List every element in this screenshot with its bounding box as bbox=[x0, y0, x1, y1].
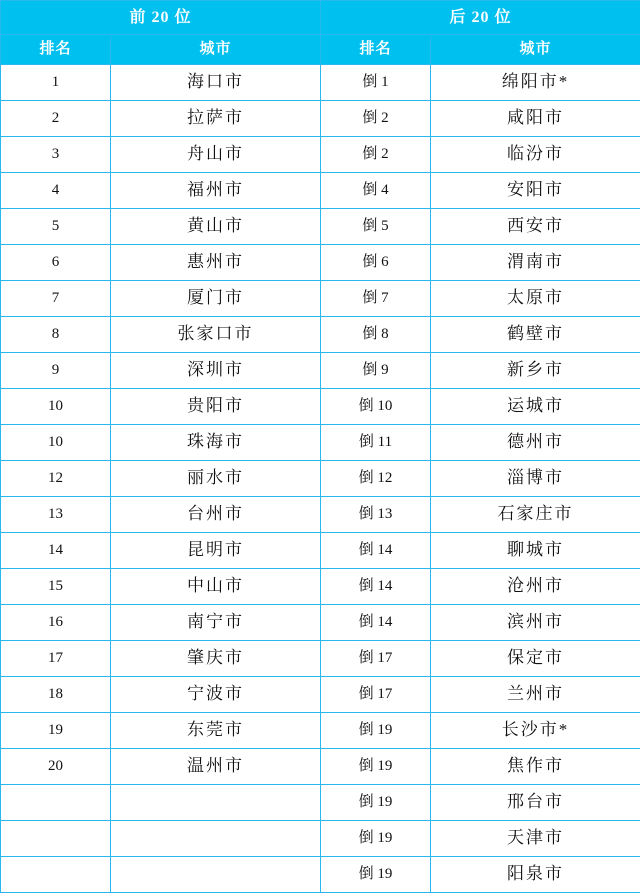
cell-rank-right: 倒 9 bbox=[321, 353, 431, 389]
table-body bbox=[1, 65, 640, 893]
table-row bbox=[1, 569, 640, 605]
cell-city-left: 南宁市 bbox=[111, 605, 321, 641]
cell-city-right: 安阳市 bbox=[431, 173, 640, 209]
cell-rank-left: 8 bbox=[1, 317, 111, 353]
cell-city-left: 珠海市 bbox=[111, 425, 321, 461]
cell-rank-right: 倒 5 bbox=[321, 209, 431, 245]
column-header-city-left: 城市 bbox=[111, 35, 321, 65]
table-row bbox=[1, 389, 640, 425]
table-row bbox=[1, 785, 640, 821]
table-row bbox=[1, 245, 640, 281]
cell-city-left: 舟山市 bbox=[111, 137, 321, 173]
cell-rank-left: 10 bbox=[1, 425, 111, 461]
cell-city-left: 福州市 bbox=[111, 173, 321, 209]
cell-rank-right: 倒 8 bbox=[321, 317, 431, 353]
cell-city-right: 渭南市 bbox=[431, 245, 640, 281]
cell-rank-right: 倒 13 bbox=[321, 497, 431, 533]
cell-city-right: 聊城市 bbox=[431, 533, 640, 569]
cell-rank-right: 倒 11 bbox=[321, 425, 431, 461]
cell-city-right: 石家庄市 bbox=[431, 497, 640, 533]
cell-city-right: 绵阳市* bbox=[431, 65, 640, 101]
cell-rank-left: 17 bbox=[1, 641, 111, 677]
cell-city-left: 温州市 bbox=[111, 749, 321, 785]
cell-rank-left: 2 bbox=[1, 101, 111, 137]
cell-rank-right: 倒 19 bbox=[321, 749, 431, 785]
table-row bbox=[1, 65, 640, 101]
table-row bbox=[1, 605, 640, 641]
cell-rank-right: 倒 14 bbox=[321, 605, 431, 641]
cell-empty bbox=[111, 857, 321, 893]
cell-city-right: 运城市 bbox=[431, 389, 640, 425]
cell-city-right: 天津市 bbox=[431, 821, 640, 857]
cell-empty bbox=[1, 857, 111, 893]
cell-rank-left: 16 bbox=[1, 605, 111, 641]
cell-rank-left: 4 bbox=[1, 173, 111, 209]
table-row bbox=[1, 533, 640, 569]
table-row bbox=[1, 317, 640, 353]
cell-empty bbox=[111, 821, 321, 857]
cell-rank-right: 倒 10 bbox=[321, 389, 431, 425]
cell-city-right: 兰州市 bbox=[431, 677, 640, 713]
cell-rank-right: 倒 4 bbox=[321, 173, 431, 209]
table-header bbox=[1, 1, 640, 65]
cell-rank-right: 倒 6 bbox=[321, 245, 431, 281]
cell-city-right: 焦作市 bbox=[431, 749, 640, 785]
table-row bbox=[1, 101, 640, 137]
cell-city-left: 张家口市 bbox=[111, 317, 321, 353]
cell-city-right: 西安市 bbox=[431, 209, 640, 245]
cell-rank-left: 15 bbox=[1, 569, 111, 605]
cell-rank-left: 3 bbox=[1, 137, 111, 173]
table-row bbox=[1, 749, 640, 785]
cell-city-left: 东莞市 bbox=[111, 713, 321, 749]
cell-rank-right: 倒 1 bbox=[321, 65, 431, 101]
table-row bbox=[1, 821, 640, 857]
cell-rank-right: 倒 19 bbox=[321, 785, 431, 821]
cell-city-left: 丽水市 bbox=[111, 461, 321, 497]
table-row bbox=[1, 857, 640, 893]
cell-city-left: 惠州市 bbox=[111, 245, 321, 281]
cell-rank-right: 倒 7 bbox=[321, 281, 431, 317]
cell-rank-left: 20 bbox=[1, 749, 111, 785]
cell-rank-left: 19 bbox=[1, 713, 111, 749]
cell-city-right: 阳泉市 bbox=[431, 857, 640, 893]
cell-rank-left: 10 bbox=[1, 389, 111, 425]
cell-empty bbox=[1, 821, 111, 857]
cell-city-right: 滨州市 bbox=[431, 605, 640, 641]
group-header-bottom20: 后 20 位 bbox=[321, 1, 640, 35]
cell-city-right: 长沙市* bbox=[431, 713, 640, 749]
cell-rank-left: 6 bbox=[1, 245, 111, 281]
cell-rank-left: 1 bbox=[1, 65, 111, 101]
cell-rank-right: 倒 19 bbox=[321, 821, 431, 857]
cell-city-left: 中山市 bbox=[111, 569, 321, 605]
cell-city-right: 鹤壁市 bbox=[431, 317, 640, 353]
cell-rank-left: 18 bbox=[1, 677, 111, 713]
cell-city-right: 德州市 bbox=[431, 425, 640, 461]
cell-rank-right: 倒 14 bbox=[321, 533, 431, 569]
cell-city-right: 沧州市 bbox=[431, 569, 640, 605]
cell-city-left: 昆明市 bbox=[111, 533, 321, 569]
cell-rank-right: 倒 2 bbox=[321, 137, 431, 173]
cell-rank-right: 倒 19 bbox=[321, 857, 431, 893]
cell-rank-left: 5 bbox=[1, 209, 111, 245]
table-row bbox=[1, 353, 640, 389]
cell-city-right: 咸阳市 bbox=[431, 101, 640, 137]
cell-city-right: 邢台市 bbox=[431, 785, 640, 821]
group-header-top20: 前 20 位 bbox=[1, 1, 321, 35]
cell-rank-right: 倒 17 bbox=[321, 677, 431, 713]
cell-city-right: 太原市 bbox=[431, 281, 640, 317]
cell-city-left: 肇庆市 bbox=[111, 641, 321, 677]
column-header-row bbox=[1, 35, 640, 65]
cell-city-right: 临汾市 bbox=[431, 137, 640, 173]
cell-city-left: 宁波市 bbox=[111, 677, 321, 713]
group-header-row bbox=[1, 1, 640, 35]
cell-city-left: 黄山市 bbox=[111, 209, 321, 245]
table-row bbox=[1, 713, 640, 749]
cell-rank-left: 9 bbox=[1, 353, 111, 389]
cell-rank-right: 倒 2 bbox=[321, 101, 431, 137]
table-row bbox=[1, 641, 640, 677]
table-row bbox=[1, 677, 640, 713]
column-header-rank-left: 排名 bbox=[1, 35, 111, 65]
cell-city-left: 台州市 bbox=[111, 497, 321, 533]
cell-city-left: 拉萨市 bbox=[111, 101, 321, 137]
cell-city-left: 贵阳市 bbox=[111, 389, 321, 425]
table-row bbox=[1, 173, 640, 209]
cell-city-right: 保定市 bbox=[431, 641, 640, 677]
cell-city-right: 新乡市 bbox=[431, 353, 640, 389]
column-header-rank-right: 排名 bbox=[321, 35, 431, 65]
cell-empty bbox=[111, 785, 321, 821]
cell-rank-right: 倒 12 bbox=[321, 461, 431, 497]
table-row bbox=[1, 425, 640, 461]
table-row bbox=[1, 461, 640, 497]
cell-city-right: 淄博市 bbox=[431, 461, 640, 497]
cell-rank-left: 14 bbox=[1, 533, 111, 569]
column-header-city-right: 城市 bbox=[431, 35, 640, 65]
cell-city-left: 深圳市 bbox=[111, 353, 321, 389]
cell-city-left: 海口市 bbox=[111, 65, 321, 101]
cell-rank-right: 倒 14 bbox=[321, 569, 431, 605]
table-row bbox=[1, 209, 640, 245]
cell-empty bbox=[1, 785, 111, 821]
cell-rank-right: 倒 17 bbox=[321, 641, 431, 677]
cell-rank-right: 倒 19 bbox=[321, 713, 431, 749]
cell-rank-left: 12 bbox=[1, 461, 111, 497]
cell-rank-left: 13 bbox=[1, 497, 111, 533]
table-row bbox=[1, 281, 640, 317]
table-row bbox=[1, 137, 640, 173]
cell-city-left: 厦门市 bbox=[111, 281, 321, 317]
cell-rank-left: 7 bbox=[1, 281, 111, 317]
table-row bbox=[1, 497, 640, 533]
